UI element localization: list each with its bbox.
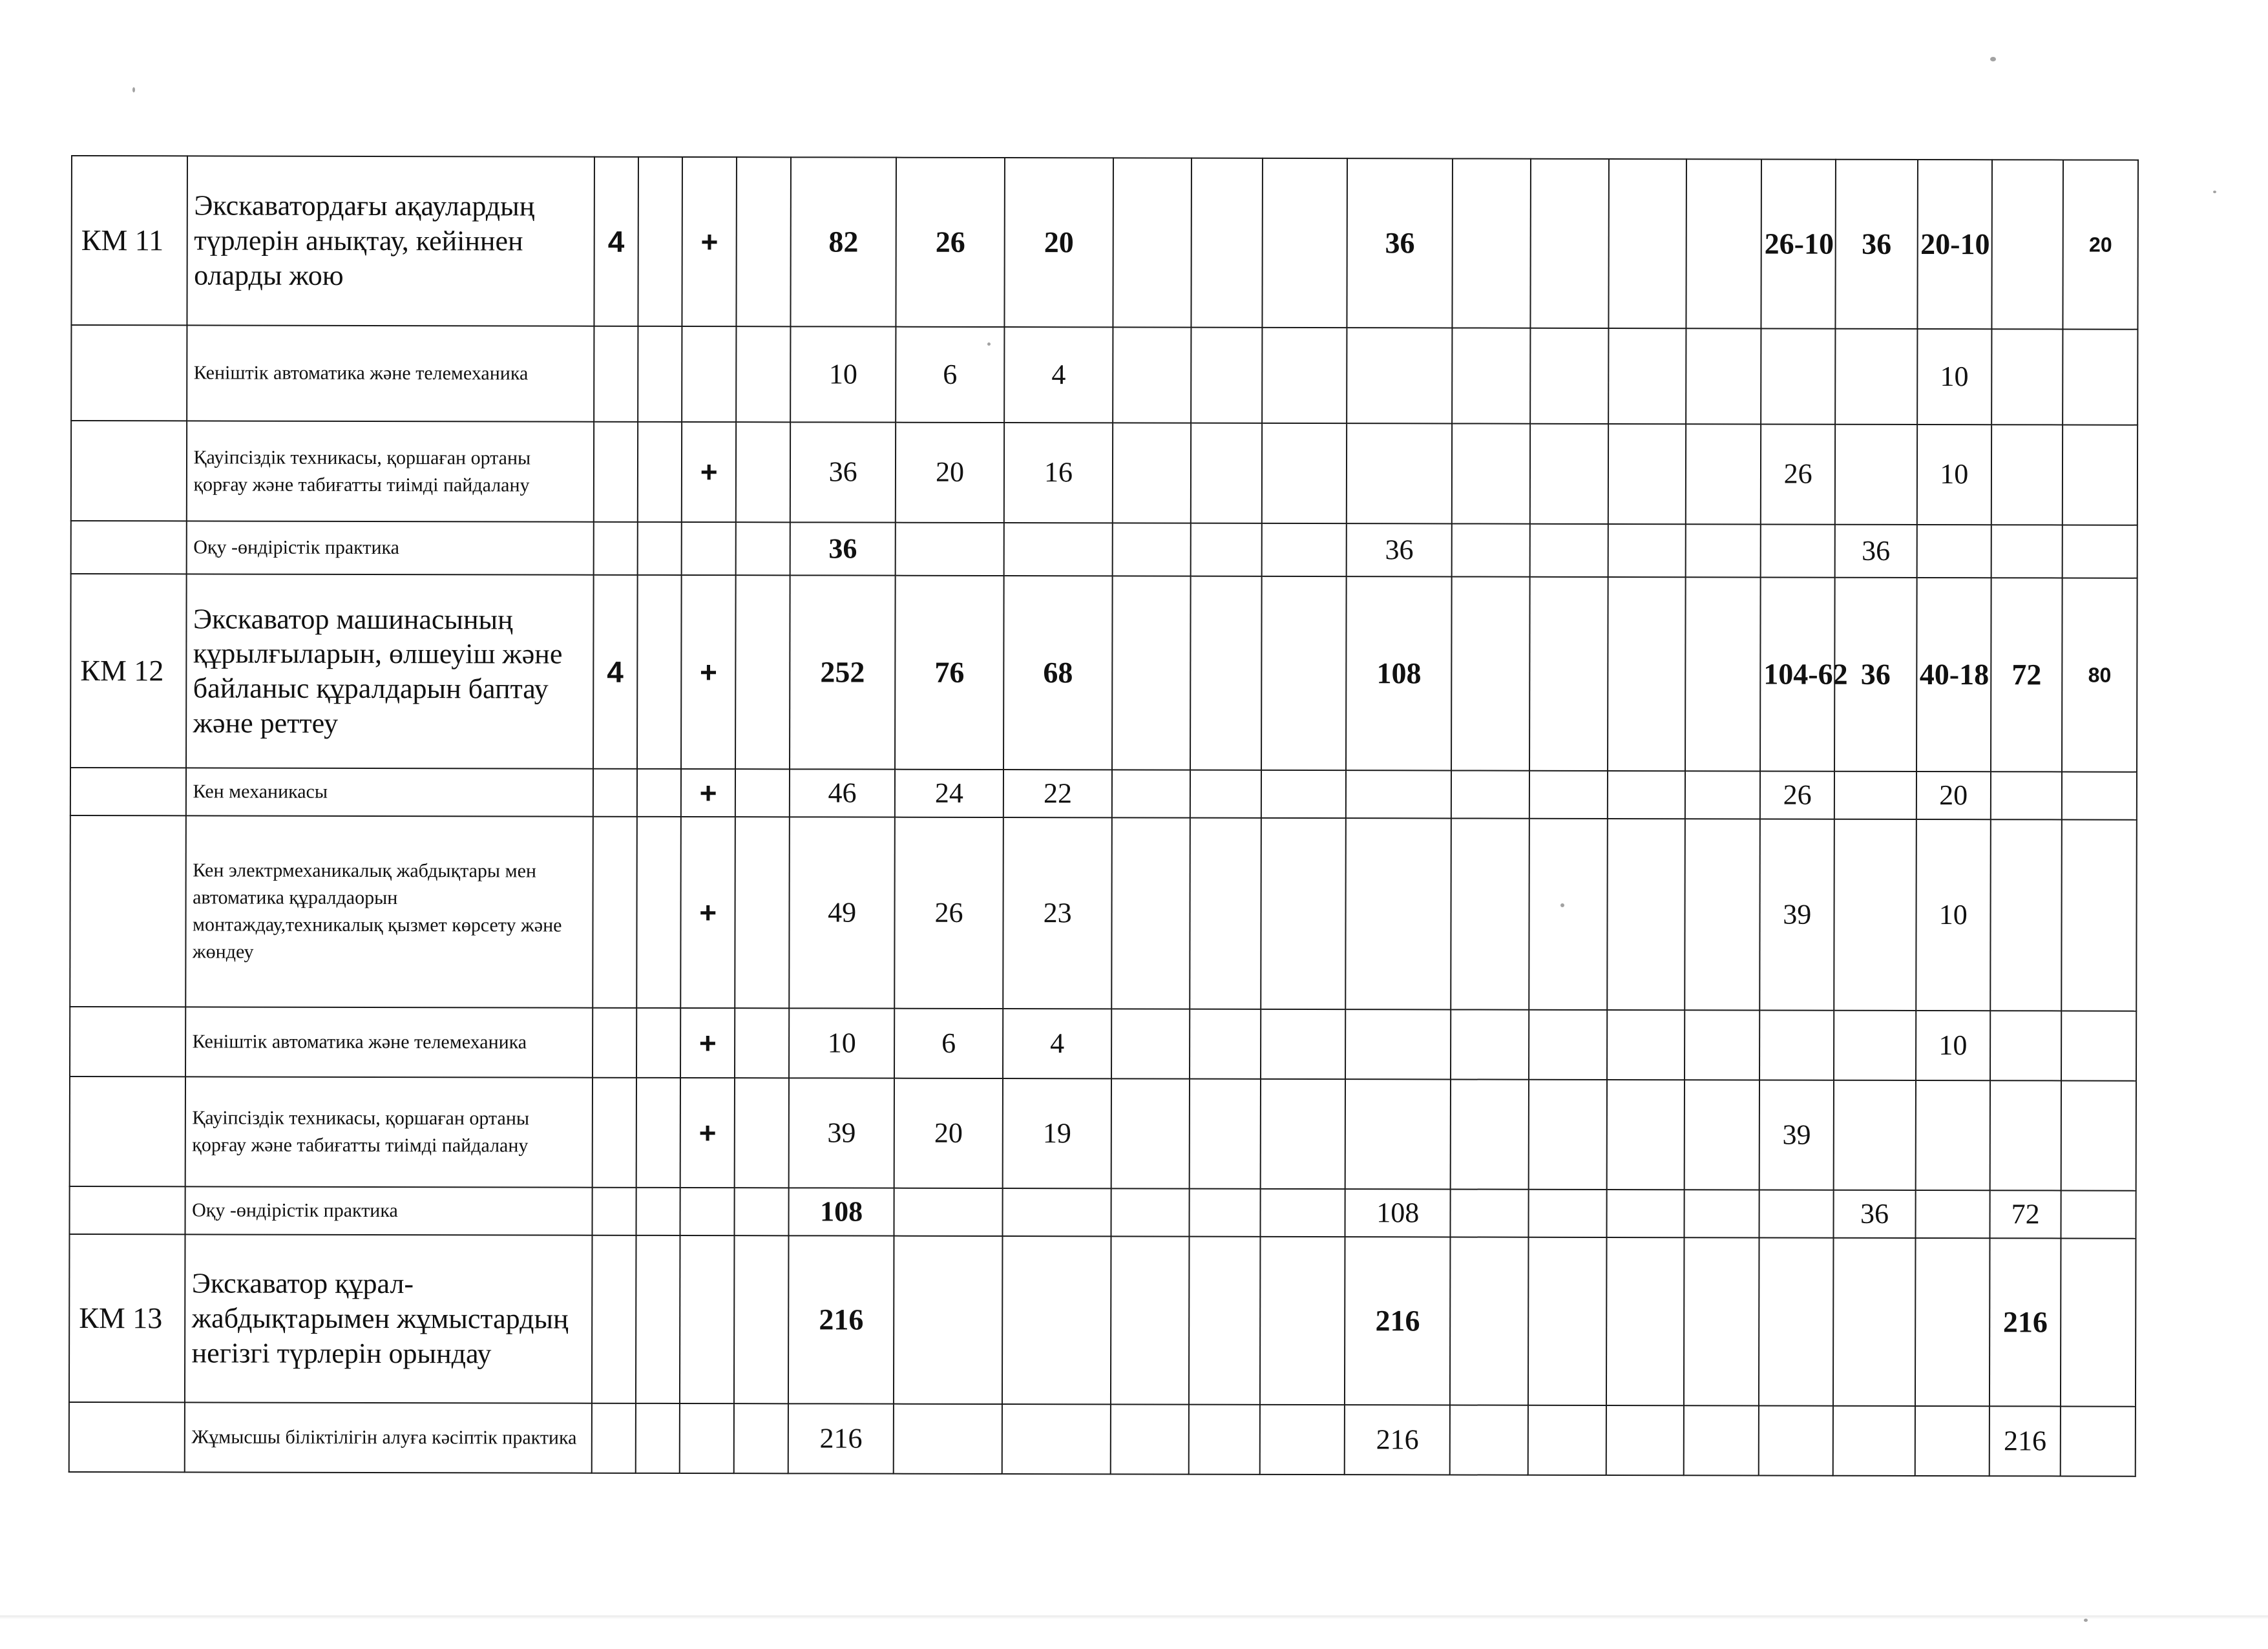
empty-cell — [1190, 523, 1261, 576]
empty-cell — [593, 1008, 636, 1078]
theory-hours-cell: 20 — [894, 1078, 1003, 1188]
empty-cell — [1685, 819, 1760, 1010]
discipline-name: Кеніштік автоматика және телемеханика — [187, 325, 594, 421]
empty-cell — [594, 326, 638, 422]
module-code: КМ 11 — [71, 156, 187, 325]
total-hours-cell: 10 — [790, 326, 896, 422]
scan-speck — [132, 87, 135, 92]
empty-cell — [1111, 1404, 1189, 1474]
module-code: КМ 12 — [70, 574, 186, 768]
empty-cell — [735, 769, 790, 817]
practice-hours-cell: 4 — [1004, 327, 1113, 423]
extra-hours-cell: 80 — [2062, 578, 2137, 772]
empty-cell — [1189, 1189, 1260, 1237]
empty-cell — [735, 817, 790, 1008]
empty-cell — [2061, 1011, 2136, 1080]
semester-6-hours-cell: 10 — [1917, 329, 1992, 425]
semester-6-practice-cell — [1991, 772, 2062, 819]
empty-cell — [636, 1235, 680, 1403]
table-row — [70, 815, 2137, 1011]
practice-hours-cell: 20 — [1004, 158, 1113, 327]
empty-cell — [1684, 1405, 1759, 1475]
empty-cell — [1530, 159, 1608, 328]
empty-cell — [1607, 1010, 1685, 1080]
semester-6-practice-cell: 72 — [1991, 578, 2063, 772]
total-hours-cell: 10 — [789, 1008, 894, 1078]
practice-hours-cell: 16 — [1004, 423, 1113, 523]
semester-5-practice-cell — [1834, 772, 1916, 819]
exam-mark-cell: + — [681, 769, 735, 817]
theory-hours-cell: 26 — [894, 817, 1003, 1009]
total-hours-cell: 252 — [790, 575, 895, 769]
theory-hours-cell — [894, 1236, 1003, 1404]
empty-cell — [1111, 1188, 1190, 1236]
scan-edge — [0, 1615, 2268, 1619]
exam-mark-cell — [682, 522, 736, 575]
discipline-name: Қауіпсіздік техникасы, қоршаған ортаны қорғау және табиғатты тиімді пайдалану — [185, 1077, 592, 1187]
practice-name: Оқу -өндірістік практика — [186, 521, 593, 574]
semester-6-hours-cell — [1915, 1080, 1990, 1190]
table-row — [70, 1186, 2136, 1239]
semester-6-hours-cell: 20-10 — [1917, 160, 1992, 329]
empty-cell — [1608, 771, 1686, 819]
theory-hours-cell: 26 — [896, 158, 1005, 327]
credits-cell: 4 — [594, 157, 638, 326]
exam-mark-cell: + — [680, 817, 735, 1008]
empty-cell — [1529, 1080, 1607, 1190]
semester-6-practice-cell — [1991, 329, 2063, 425]
empty-cell — [2061, 1080, 2136, 1190]
table-row — [71, 325, 2137, 425]
semester-6-hours-cell: 10 — [1916, 819, 1991, 1011]
semester-5-practice-cell: 36 — [1834, 578, 1916, 772]
empty-cell — [1529, 1010, 1607, 1080]
empty-cell — [1261, 770, 1346, 818]
production-practice-cell — [1346, 818, 1451, 1009]
exam-mark-cell: + — [682, 422, 736, 522]
empty-cell — [1606, 1190, 1685, 1237]
empty-cell — [591, 1403, 635, 1473]
total-hours-cell: 216 — [788, 1403, 894, 1473]
empty-cell — [1112, 576, 1190, 770]
empty-cell — [1190, 818, 1261, 1009]
semester-5-hours-cell — [1761, 328, 1836, 424]
theory-hours-cell — [894, 1404, 1002, 1474]
empty-cell — [1684, 1237, 1759, 1405]
total-hours-cell: 36 — [790, 522, 896, 575]
semester-5-practice-cell — [1836, 329, 1917, 425]
empty-cell — [70, 768, 186, 815]
empty-cell — [1113, 327, 1191, 423]
exam-mark-cell: + — [681, 575, 736, 769]
practice-hours-cell — [1002, 1236, 1111, 1404]
empty-cell — [735, 575, 790, 769]
practice-hours-cell: 68 — [1003, 576, 1113, 770]
empty-cell — [1450, 1237, 1528, 1405]
empty-cell — [69, 1402, 185, 1472]
table-row — [70, 574, 2137, 772]
empty-cell — [736, 422, 790, 522]
empty-cell — [1112, 770, 1190, 817]
total-hours-cell: 36 — [790, 422, 896, 522]
empty-cell — [1608, 577, 1686, 771]
empty-cell — [1261, 1079, 1346, 1189]
table-row — [69, 1402, 2136, 1476]
empty-cell — [638, 522, 682, 575]
theory-hours-cell: 6 — [896, 327, 1004, 423]
theory-hours-cell: 6 — [894, 1009, 1003, 1078]
discipline-name: Кен механикасы — [185, 768, 593, 816]
empty-cell — [1529, 771, 1608, 819]
semester-6-practice-cell — [1990, 1080, 2062, 1190]
semester-6-practice-cell — [1991, 160, 2063, 329]
empty-cell — [1191, 423, 1263, 523]
empty-cell — [70, 815, 185, 1007]
empty-cell — [1451, 576, 1529, 770]
practice-hours-cell: 4 — [1003, 1009, 1111, 1078]
empty-cell — [1113, 523, 1191, 576]
production-practice-cell: 108 — [1346, 576, 1451, 770]
exam-mark-cell — [680, 1235, 735, 1403]
empty-cell — [1262, 523, 1347, 576]
production-practice-cell: 216 — [1345, 1405, 1450, 1475]
table-row — [71, 521, 2137, 578]
empty-cell — [2061, 1190, 2136, 1238]
exam-mark-cell — [682, 326, 736, 422]
table-row — [70, 768, 2137, 820]
empty-cell — [1113, 158, 1192, 327]
empty-cell — [1190, 576, 1262, 770]
semester-5-hours-cell: 39 — [1759, 1080, 1834, 1190]
exam-mark-cell — [680, 1403, 734, 1473]
total-hours-cell: 82 — [791, 157, 896, 326]
empty-cell — [1111, 1078, 1190, 1188]
empty-cell — [1608, 524, 1686, 577]
empty-cell — [2063, 329, 2137, 425]
production-practice-cell: 108 — [1345, 1189, 1451, 1237]
empty-cell — [1529, 577, 1608, 771]
semester-6-hours-cell: 40-18 — [1916, 578, 1991, 772]
discipline-name: Кеніштік автоматика және телемеханика — [185, 1007, 593, 1077]
empty-cell — [737, 157, 792, 326]
empty-cell — [735, 1188, 789, 1235]
empty-cell — [1685, 1190, 1759, 1237]
empty-cell — [2063, 425, 2137, 525]
empty-cell — [1451, 1009, 1529, 1079]
empty-cell — [1686, 524, 1761, 577]
practice-hours-cell: 23 — [1003, 817, 1112, 1009]
empty-cell — [593, 769, 637, 817]
empty-cell — [2061, 1406, 2136, 1476]
module-code: КМ 13 — [69, 1234, 185, 1402]
exam-mark-cell: + — [680, 1008, 735, 1078]
credits-cell: 4 — [593, 575, 638, 769]
empty-cell — [1113, 423, 1191, 523]
semester-6-practice-cell — [1991, 525, 2063, 578]
production-practice-cell: 36 — [1347, 523, 1452, 576]
theory-hours-cell: 24 — [895, 770, 1003, 817]
empty-cell — [593, 817, 637, 1008]
empty-cell — [1607, 819, 1685, 1010]
empty-cell — [1606, 1237, 1685, 1405]
empty-cell — [636, 1403, 680, 1473]
theory-hours-cell: 20 — [896, 423, 1004, 523]
empty-cell — [636, 1188, 680, 1235]
empty-cell — [1263, 158, 1348, 328]
semester-5-practice-cell — [1834, 1011, 1915, 1080]
empty-cell — [2062, 819, 2137, 1011]
empty-cell — [735, 1078, 789, 1188]
empty-cell — [1606, 1080, 1685, 1190]
practice-name: Оқу -өндірістік практика — [185, 1186, 592, 1235]
table-row — [70, 1077, 2136, 1191]
empty-cell — [1262, 328, 1347, 423]
extra-hours-cell: 20 — [2063, 160, 2138, 329]
empty-cell — [1189, 1405, 1260, 1475]
scan-speck — [2213, 191, 2216, 193]
semester-5-hours-cell — [1759, 1405, 1834, 1475]
module-title: Экскаватордағы ақаулардың түрлерін анықтау, кейіннен оларды жою — [187, 156, 594, 326]
empty-cell — [1530, 424, 1608, 524]
empty-cell — [1190, 770, 1261, 818]
empty-cell — [636, 1078, 681, 1188]
empty-cell — [1685, 1010, 1759, 1080]
empty-cell — [593, 522, 637, 575]
semester-5-hours-cell — [1759, 1010, 1834, 1080]
empty-cell — [1530, 524, 1608, 577]
empty-cell — [636, 817, 681, 1008]
total-hours-cell: 108 — [789, 1188, 894, 1235]
semester-5-hours-cell — [1759, 1237, 1834, 1405]
exam-mark-cell: + — [680, 1078, 735, 1188]
empty-cell — [592, 1188, 636, 1235]
empty-cell — [71, 325, 187, 421]
empty-cell — [592, 1078, 636, 1188]
empty-cell — [1685, 577, 1760, 771]
empty-cell — [1451, 770, 1529, 818]
theory-hours-cell — [896, 523, 1004, 576]
empty-cell — [1529, 819, 1607, 1010]
empty-cell — [736, 326, 790, 422]
empty-cell — [1452, 423, 1530, 523]
empty-cell — [1608, 328, 1686, 424]
empty-cell — [638, 422, 682, 522]
theory-hours-cell: 76 — [895, 576, 1004, 770]
empty-cell — [1686, 328, 1761, 424]
discipline-name: Кен электрмеханикалық жабдықтары мен автоматика құралдаорын монтаждау,техникалық қызмет көрсету және жөндеу — [185, 815, 593, 1007]
semester-6-practice-cell — [1990, 819, 2062, 1011]
empty-cell — [1261, 576, 1347, 770]
empty-cell — [71, 521, 187, 574]
empty-cell — [637, 769, 681, 817]
empty-cell — [1685, 771, 1760, 819]
semester-5-practice-cell: 36 — [1834, 1190, 1915, 1238]
empty-cell — [735, 1008, 789, 1078]
curriculum-table — [68, 155, 2139, 1477]
semester-6-hours-cell — [1915, 1406, 1990, 1476]
empty-cell — [1111, 1236, 1189, 1404]
practice-hours-cell: 22 — [1003, 770, 1112, 817]
semester-6-hours-cell — [1915, 1238, 1990, 1406]
empty-cell — [1528, 1405, 1606, 1475]
exam-mark-cell — [680, 1188, 735, 1235]
table-row — [70, 1007, 2136, 1081]
semester-5-hours-cell: 26 — [1761, 424, 1836, 524]
semester-5-hours-cell — [1761, 524, 1836, 577]
empty-cell — [1111, 1009, 1190, 1078]
empty-cell — [1261, 818, 1346, 1009]
semester-6-hours-cell — [1915, 1190, 1990, 1238]
total-hours-cell: 216 — [788, 1235, 894, 1403]
semester-6-hours-cell — [1916, 525, 1991, 578]
empty-cell — [70, 1077, 185, 1186]
empty-cell — [1685, 1080, 1759, 1190]
empty-cell — [736, 522, 790, 575]
empty-cell — [1528, 1237, 1606, 1405]
table-row — [71, 421, 2137, 525]
empty-cell — [638, 326, 682, 422]
production-practice-cell — [1346, 770, 1451, 818]
total-hours-cell: 46 — [790, 769, 895, 817]
practice-hours-cell — [1002, 1404, 1111, 1474]
empty-cell — [1530, 328, 1608, 424]
empty-cell — [638, 157, 682, 326]
empty-cell — [1260, 1237, 1345, 1405]
empty-cell — [1452, 523, 1530, 576]
credits-cell — [592, 1235, 636, 1403]
empty-cell — [2063, 525, 2137, 578]
empty-cell — [1260, 1405, 1345, 1475]
semester-6-practice-cell: 216 — [1990, 1238, 2061, 1406]
semester-5-hours-cell: 26-10 — [1761, 159, 1836, 328]
semester-6-hours-cell: 10 — [1916, 425, 1991, 525]
empty-cell — [1608, 159, 1686, 328]
empty-cell — [734, 1403, 788, 1473]
semester-6-practice-cell: 216 — [1990, 1406, 2061, 1476]
empty-cell — [1450, 1405, 1528, 1475]
theory-hours-cell — [894, 1188, 1003, 1236]
empty-cell — [636, 1008, 680, 1078]
practice-hours-cell — [1004, 523, 1113, 576]
empty-cell — [1189, 1237, 1261, 1405]
scan-speck — [2084, 1619, 2088, 1622]
scan-speck — [1990, 57, 1996, 61]
empty-cell — [1190, 1009, 1261, 1079]
semester-5-practice-cell — [1834, 819, 1916, 1011]
semester-6-practice-cell — [1990, 1011, 2061, 1080]
empty-cell — [734, 1235, 789, 1403]
empty-cell — [1191, 158, 1263, 328]
empty-cell — [70, 1186, 185, 1234]
semester-6-practice-cell — [1991, 425, 2063, 525]
production-practice-cell — [1345, 1079, 1451, 1189]
table-row — [71, 156, 2138, 330]
empty-cell — [1452, 328, 1530, 423]
semester-5-hours-cell: 39 — [1759, 819, 1834, 1010]
total-hours-cell: 39 — [789, 1078, 894, 1188]
empty-cell — [1261, 1189, 1345, 1237]
empty-cell — [1191, 328, 1263, 423]
empty-cell — [70, 1007, 185, 1077]
empty-cell — [1451, 1079, 1529, 1189]
extra-hours-cell — [2061, 1238, 2136, 1406]
semester-6-practice-cell: 72 — [1990, 1190, 2061, 1238]
empty-cell — [1686, 159, 1761, 328]
empty-cell — [1686, 424, 1761, 524]
production-practice-cell: 216 — [1345, 1237, 1450, 1405]
semester-5-practice-cell — [1834, 1080, 1915, 1190]
empty-cell — [71, 421, 187, 521]
empty-cell — [637, 575, 682, 769]
empty-cell — [593, 422, 638, 522]
production-practice-cell — [1347, 328, 1453, 423]
empty-cell — [1451, 818, 1529, 1009]
empty-cell — [1606, 1405, 1684, 1475]
semester-5-hours-cell: 104-62 — [1760, 577, 1835, 771]
discipline-name: Қауіпсіздік техникасы, қоршаған ортаны қорғау және табиғатты тиімді пайдалану — [186, 421, 593, 521]
semester-5-practice-cell — [1835, 425, 1916, 525]
semester-5-practice-cell: 36 — [1835, 525, 1916, 578]
empty-cell — [1189, 1079, 1261, 1189]
semester-6-hours-cell: 20 — [1916, 772, 1991, 819]
empty-cell — [1451, 1189, 1529, 1237]
practice-hours-cell — [1003, 1188, 1111, 1236]
empty-cell — [1608, 424, 1686, 524]
empty-cell — [1453, 158, 1531, 328]
empty-cell — [2062, 772, 2137, 819]
semester-5-hours-cell: 26 — [1760, 771, 1835, 819]
practice-hours-cell: 19 — [1003, 1078, 1111, 1188]
empty-cell — [1528, 1190, 1606, 1237]
table-row — [69, 1234, 2136, 1407]
empty-cell — [1262, 423, 1347, 523]
semester-5-practice-cell — [1833, 1406, 1915, 1476]
production-practice-cell — [1345, 1009, 1451, 1079]
production-practice-cell: 36 — [1347, 158, 1453, 328]
semester-6-hours-cell: 10 — [1916, 1011, 1991, 1080]
semester-5-hours-cell — [1759, 1190, 1834, 1237]
module-title: Экскаватор машинасының құрылғыларын, өлшеуіш және байланыс құралдарын баптау және реттеу — [186, 574, 594, 768]
exam-mark-cell: + — [682, 157, 737, 326]
semester-5-practice-cell: 36 — [1836, 160, 1918, 329]
empty-cell — [1261, 1009, 1345, 1079]
module-title: Экскаватор құрал-жабдықтарымен жұмыстардың негізгі түрлерін орындау — [184, 1234, 592, 1403]
semester-5-practice-cell — [1833, 1238, 1915, 1406]
empty-cell — [1111, 817, 1190, 1009]
total-hours-cell: 49 — [789, 817, 894, 1008]
practice-name: Жұмысшы біліктілігін алуға кәсіптік практика — [184, 1402, 591, 1473]
production-practice-cell — [1347, 423, 1452, 523]
